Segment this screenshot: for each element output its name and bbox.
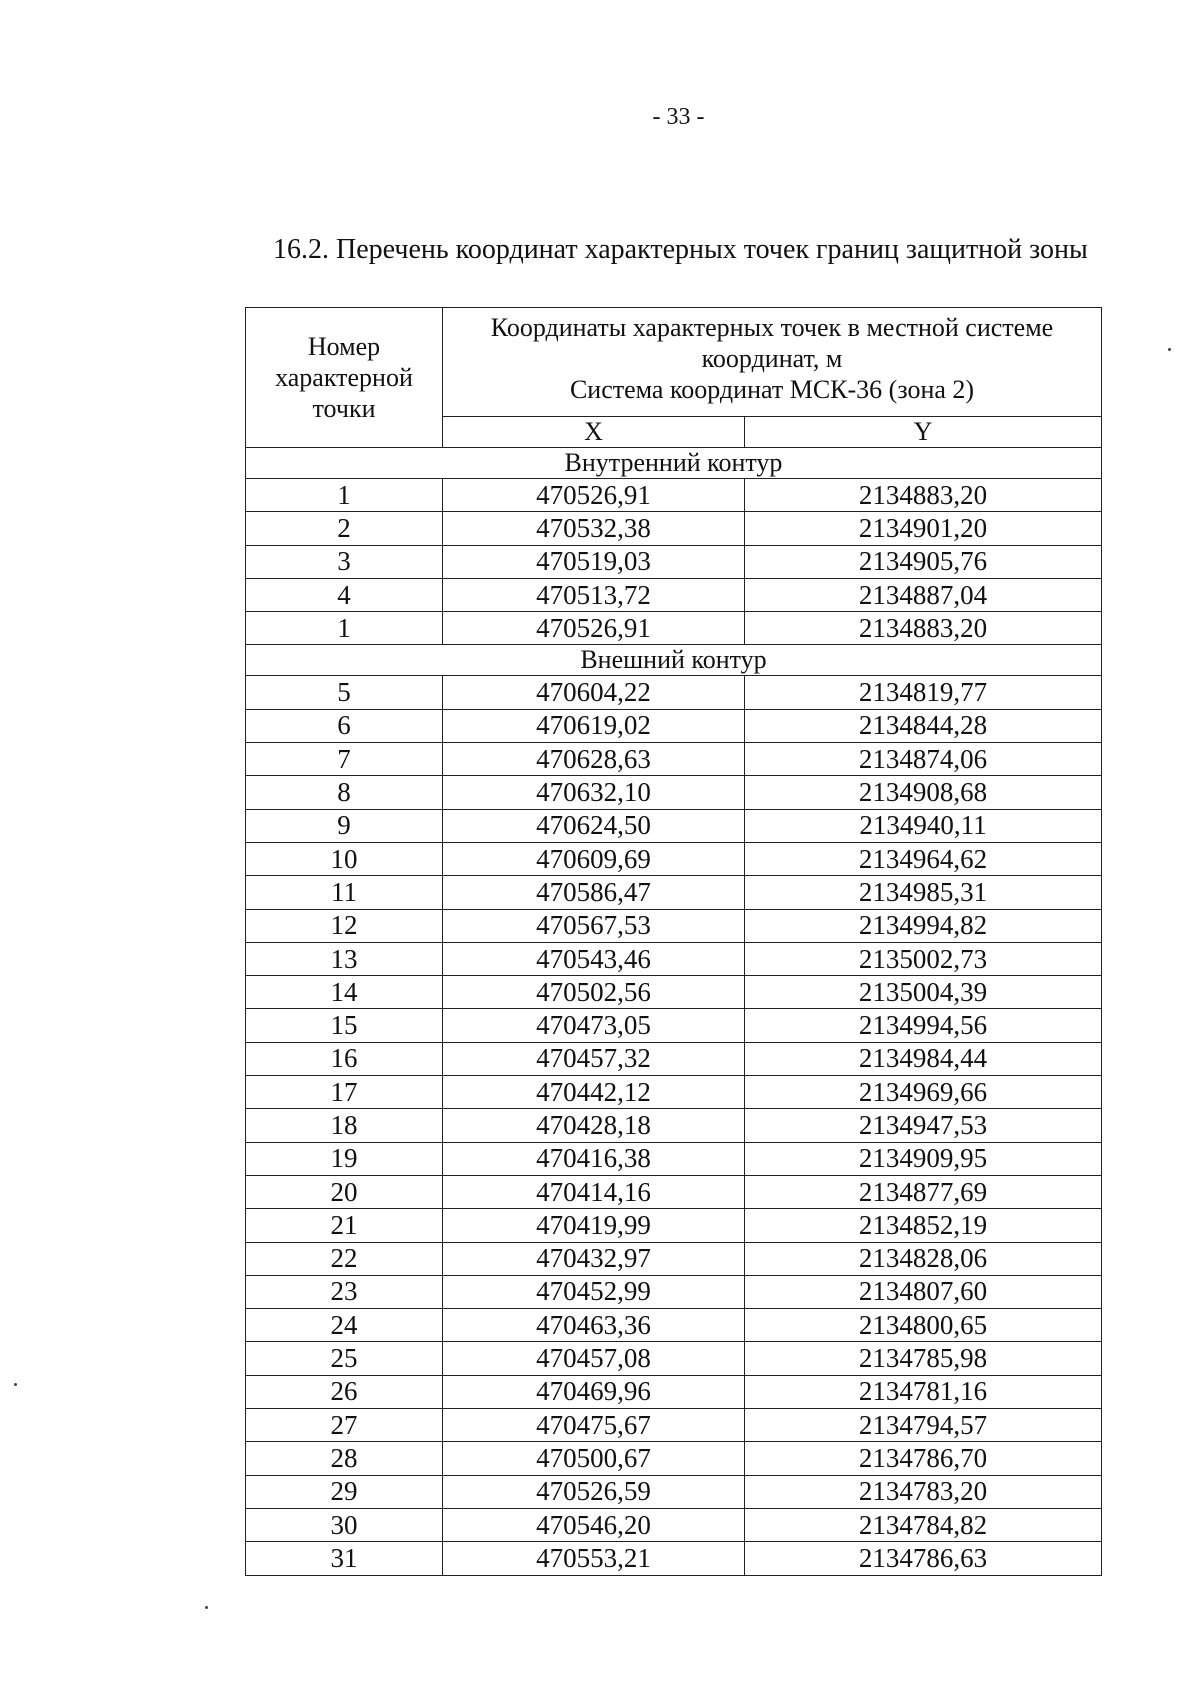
scan-speck: [14, 1383, 17, 1386]
table-row: [246, 1076, 1102, 1109]
table-row: [246, 909, 1102, 942]
y-coordinate-cell: 2134994,56: [745, 1009, 1102, 1042]
y-coordinate-cell: 2134783,20: [745, 1475, 1102, 1508]
y-coordinate-cell: 2134807,60: [745, 1275, 1102, 1308]
table-row: [246, 1242, 1102, 1275]
x-coordinate-cell: 470586,47: [443, 876, 745, 909]
section-title: Внутренний контур: [246, 448, 1102, 479]
point-number-cell: 30: [246, 1508, 443, 1541]
point-number-cell: 27: [246, 1409, 443, 1442]
point-number-cell: 3: [246, 545, 443, 578]
document-heading: 16.2. Перечень координат характерных точек границ защитной зоны: [273, 234, 1088, 265]
point-number-cell: 29: [246, 1475, 443, 1508]
x-coordinate-cell: 470513,72: [443, 578, 745, 611]
y-coordinate-cell: 2134781,16: [745, 1375, 1102, 1408]
table-row: [246, 876, 1102, 909]
y-coordinate-cell: 2134785,98: [745, 1342, 1102, 1375]
x-coordinate-cell: 470628,63: [443, 743, 745, 776]
table-row: [246, 1309, 1102, 1342]
table-row: [246, 1542, 1102, 1575]
table-row: [246, 1475, 1102, 1508]
x-coordinate-cell: 470543,46: [443, 942, 745, 975]
table-row: [246, 1209, 1102, 1242]
point-number-cell: 31: [246, 1542, 443, 1575]
x-coordinate-cell: 470432,97: [443, 1242, 745, 1275]
point-number-cell: 18: [246, 1109, 443, 1142]
point-number-cell: 14: [246, 976, 443, 1009]
x-coordinate-cell: 470624,50: [443, 809, 745, 842]
table-row: [246, 1042, 1102, 1075]
point-number-cell: 26: [246, 1375, 443, 1408]
table-row: [246, 1275, 1102, 1308]
point-number-cell: 2: [246, 512, 443, 545]
y-coordinate-cell: 2134786,63: [745, 1542, 1102, 1575]
table-row: [246, 1375, 1102, 1408]
y-coordinate-cell: 2134994,82: [745, 909, 1102, 942]
y-coordinate-cell: 2134964,62: [745, 842, 1102, 875]
table-row: [246, 942, 1102, 975]
y-coordinate-cell: 2134969,66: [745, 1076, 1102, 1109]
y-coordinate-cell: 2134786,70: [745, 1442, 1102, 1475]
point-number-cell: 10: [246, 842, 443, 875]
table-row: [246, 578, 1102, 611]
x-coordinate-cell: 470463,36: [443, 1309, 745, 1342]
point-number-cell: 24: [246, 1309, 443, 1342]
x-coordinate-cell: 470457,08: [443, 1342, 745, 1375]
table-row: [246, 1442, 1102, 1475]
table-row: [246, 1175, 1102, 1208]
y-coordinate-cell: 2134828,06: [745, 1242, 1102, 1275]
scan-speck: [205, 1606, 208, 1609]
point-number-cell: 9: [246, 809, 443, 842]
x-coordinate-cell: 470526,91: [443, 479, 745, 512]
x-coordinate-cell: 470414,16: [443, 1175, 745, 1208]
point-number-cell: 21: [246, 1209, 443, 1242]
point-number-cell: 5: [246, 676, 443, 709]
y-coordinate-cell: 2134887,04: [745, 578, 1102, 611]
y-coordinate-cell: 2134800,65: [745, 1309, 1102, 1342]
point-number-cell: 28: [246, 1442, 443, 1475]
y-coordinate-cell: 2134985,31: [745, 876, 1102, 909]
x-coordinate-cell: 470619,02: [443, 709, 745, 742]
y-coordinate-cell: 2135004,39: [745, 976, 1102, 1009]
table-row: [246, 1142, 1102, 1175]
header-number-line: Номер: [307, 331, 381, 361]
x-coordinate-cell: 470632,10: [443, 776, 745, 809]
y-coordinate-cell: 2134901,20: [745, 512, 1102, 545]
point-number-cell: 12: [246, 909, 443, 942]
y-coordinate-cell: 2134784,82: [745, 1508, 1102, 1541]
point-number-cell: 16: [246, 1042, 443, 1075]
section-row: [246, 448, 1102, 479]
table-row: [246, 479, 1102, 512]
x-coordinate-cell: 470609,69: [443, 842, 745, 875]
x-coordinate-cell: 470452,99: [443, 1275, 745, 1308]
point-number-cell: 22: [246, 1242, 443, 1275]
point-number-cell: 23: [246, 1275, 443, 1308]
table-row: [246, 1009, 1102, 1042]
table-row: [246, 612, 1102, 645]
header-number-line: точки: [312, 394, 376, 424]
x-coordinate-cell: 470416,38: [443, 1142, 745, 1175]
x-coordinate-cell: 470532,38: [443, 512, 745, 545]
x-coordinate-cell: 470475,67: [443, 1409, 745, 1442]
x-coordinate-cell: 470469,96: [443, 1375, 745, 1408]
x-coordinate-cell: 470526,91: [443, 612, 745, 645]
x-coordinate-cell: 470457,32: [443, 1042, 745, 1075]
table-row: [246, 743, 1102, 776]
point-number-cell: 17: [246, 1076, 443, 1109]
section-row: [246, 645, 1102, 676]
y-coordinate-cell: 2134844,28: [745, 709, 1102, 742]
table-row: [246, 709, 1102, 742]
header-point-number: [246, 308, 443, 448]
point-number-cell: 4: [246, 578, 443, 611]
point-number-cell: 7: [246, 743, 443, 776]
x-coordinate-cell: 470502,56: [443, 976, 745, 1009]
table-row: [246, 1342, 1102, 1375]
y-coordinate-cell: 2134908,68: [745, 776, 1102, 809]
point-number-cell: 15: [246, 1009, 443, 1042]
point-number-cell: 8: [246, 776, 443, 809]
point-number-cell: 1: [246, 479, 443, 512]
table-row: [246, 1109, 1102, 1142]
y-coordinate-cell: 2134819,77: [745, 676, 1102, 709]
table-row: [246, 512, 1102, 545]
table-row: [246, 809, 1102, 842]
y-coordinate-cell: 2134874,06: [745, 743, 1102, 776]
y-coordinate-cell: 2134984,44: [745, 1042, 1102, 1075]
y-coordinate-cell: 2134794,57: [745, 1409, 1102, 1442]
point-number-cell: 20: [246, 1175, 443, 1208]
x-coordinate-cell: 470546,20: [443, 1508, 745, 1541]
x-coordinate-cell: 470567,53: [443, 909, 745, 942]
x-coordinate-cell: 470526,59: [443, 1475, 745, 1508]
table-row: [246, 1409, 1102, 1442]
scan-speck: [1168, 348, 1171, 351]
point-number-cell: 1: [246, 612, 443, 645]
point-number-cell: 13: [246, 942, 443, 975]
y-coordinate-cell: 2135002,73: [745, 942, 1102, 975]
x-coordinate-cell: 470500,67: [443, 1442, 745, 1475]
x-coordinate-cell: 470553,21: [443, 1542, 745, 1575]
table-header: [246, 308, 1102, 448]
table-body: [246, 448, 1102, 1576]
header-coordinates-group: [443, 308, 1102, 417]
header-number-line: характерной: [275, 362, 413, 392]
header-coords-line: Система координат МСК-36 (зона 2): [569, 375, 975, 405]
page-number: - 33 -: [652, 104, 705, 130]
table-row: [246, 776, 1102, 809]
x-coordinate-cell: 470442,12: [443, 1076, 745, 1109]
x-coordinate-cell: 470419,99: [443, 1209, 745, 1242]
y-coordinate-cell: 2134883,20: [745, 612, 1102, 645]
table-row: [246, 976, 1102, 1009]
y-coordinate-cell: 2134940,11: [745, 809, 1102, 842]
point-number-cell: 6: [246, 709, 443, 742]
y-coordinate-cell: 2134883,20: [745, 479, 1102, 512]
table-row: [246, 842, 1102, 875]
point-number-cell: 25: [246, 1342, 443, 1375]
y-coordinate-cell: 2134909,95: [745, 1142, 1102, 1175]
table-row: [246, 676, 1102, 709]
y-coordinate-cell: 2134852,19: [745, 1209, 1102, 1242]
header-coords-line: координат, м: [701, 344, 843, 374]
coordinates-table: [245, 307, 1102, 1576]
y-coordinate-cell: 2134877,69: [745, 1175, 1102, 1208]
header-y: Y: [745, 417, 1102, 448]
y-coordinate-cell: 2134905,76: [745, 545, 1102, 578]
x-coordinate-cell: 470604,22: [443, 676, 745, 709]
header-coords-line: Координаты характерных точек в местной системе: [490, 313, 1054, 342]
y-coordinate-cell: 2134947,53: [745, 1109, 1102, 1142]
table-row: [246, 1508, 1102, 1541]
section-title: Внешний контур: [246, 645, 1102, 676]
x-coordinate-cell: 470473,05: [443, 1009, 745, 1042]
table-row: [246, 545, 1102, 578]
point-number-cell: 11: [246, 876, 443, 909]
point-number-cell: 19: [246, 1142, 443, 1175]
x-coordinate-cell: 470519,03: [443, 545, 745, 578]
header-x: X: [443, 417, 745, 448]
x-coordinate-cell: 470428,18: [443, 1109, 745, 1142]
